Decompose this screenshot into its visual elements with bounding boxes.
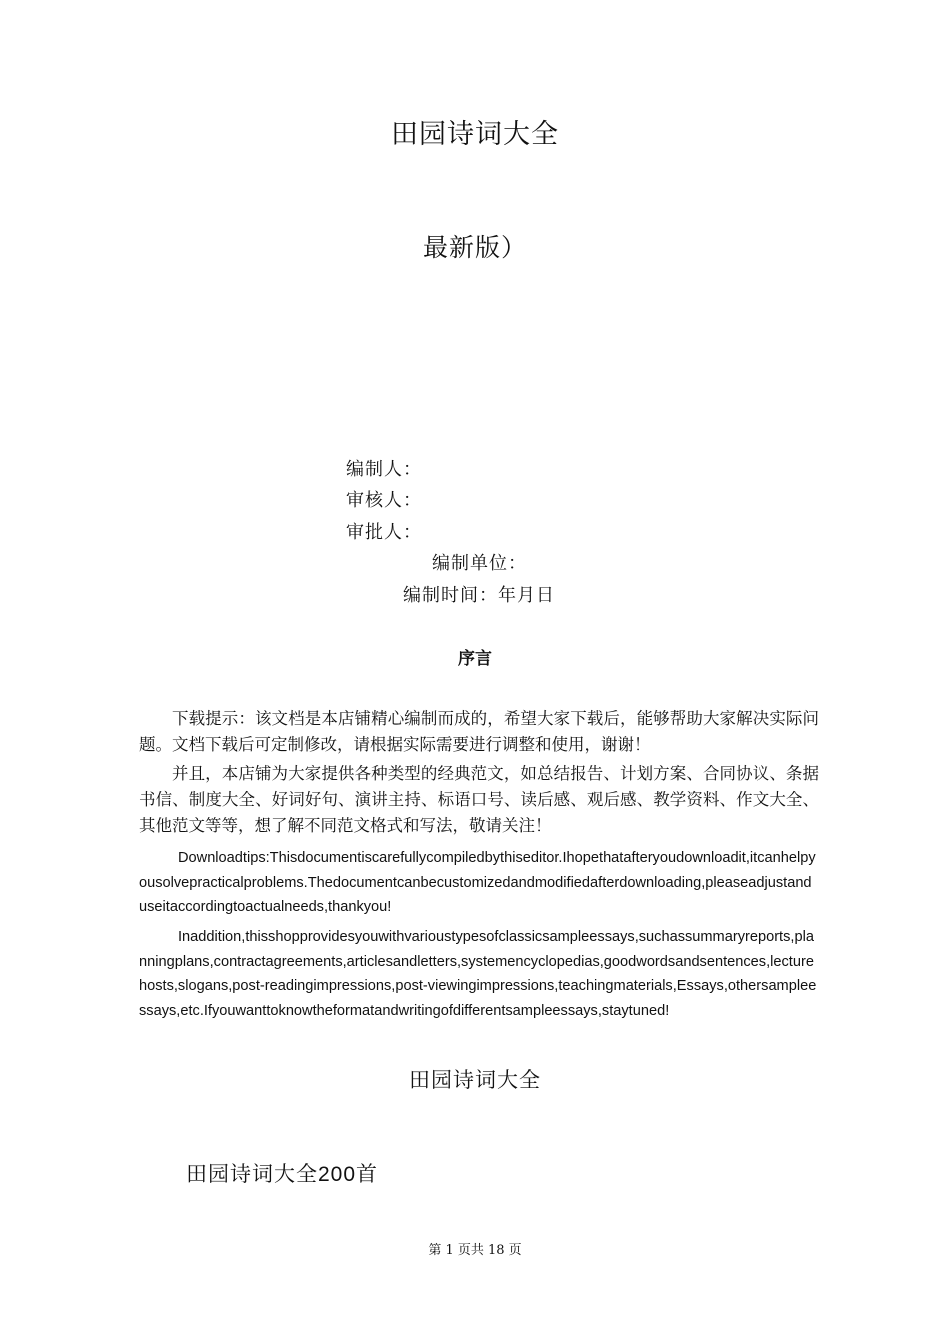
sub-title-suffix: 首: [356, 1162, 379, 1186]
download-tip-en: Downloadtips:Thisdocumentiscarefullycompiledbythiseditor.Ihopethatafteryoudownloadit,itcanhelpyousolvepracticalproblems.Thedocumentcanbecustomizedandmodifiedafterdownloading,pleaseadjustanduseitaccordingtoactualneeds,thankyou!: [139, 850, 816, 915]
sub-title-text: 田园诗词大全: [186, 1162, 318, 1186]
unit-field: 编制单位：: [432, 553, 527, 574]
sub-title: [186, 1158, 378, 1188]
section-title: 田园诗词大全: [409, 1068, 541, 1092]
editor-field: 编制人：: [346, 459, 422, 480]
addition-note-cn: 并且，本店铺为大家提供各种类型的经典范文，如总结报告、计划方案、合同协议、条据书信、制度大全、好词好句、演讲主持、标语口号、读后感、观后感、教学资料、作文大全、其他范文等等，想了解不同范文格式和写法，敬请关注！: [139, 764, 819, 835]
download-tip-cn: 下载提示：该文档是本店铺精心编制而成的，希望大家下载后，能够帮助大家解决实际问题。文档下载后可定制修改，请根据实际需要进行调整和使用，谢谢！: [139, 709, 819, 754]
approver-field: 审批人：: [346, 522, 422, 543]
reviewer-field: 审核人：: [346, 490, 422, 511]
preface-heading: 序言: [458, 649, 492, 669]
addition-note-en: Inaddition,thisshopprovidesyouwithvarioustypesofclassicsampleessays,suchassummaryreports,planningplans,contractagreements,articlesandletters,systemencyclopedias,goodwordsandsentences,lecturehosts,slogans,post-readingimpressions,post-viewingimpressions,teachingmaterials,Essays,othersampleessays,etc.Ifyouwanttoknowtheformatandwritingofdifferentsampleessays,staytuned!: [139, 929, 817, 1019]
document-version: 最新版）: [422, 233, 527, 262]
page-number-footer: 第 1 页共 18 页: [428, 1243, 522, 1258]
time-field: 编制时间：年月日: [403, 585, 555, 606]
document-title: 田园诗词大全: [391, 119, 559, 150]
sub-title-number: 200: [318, 1163, 357, 1186]
